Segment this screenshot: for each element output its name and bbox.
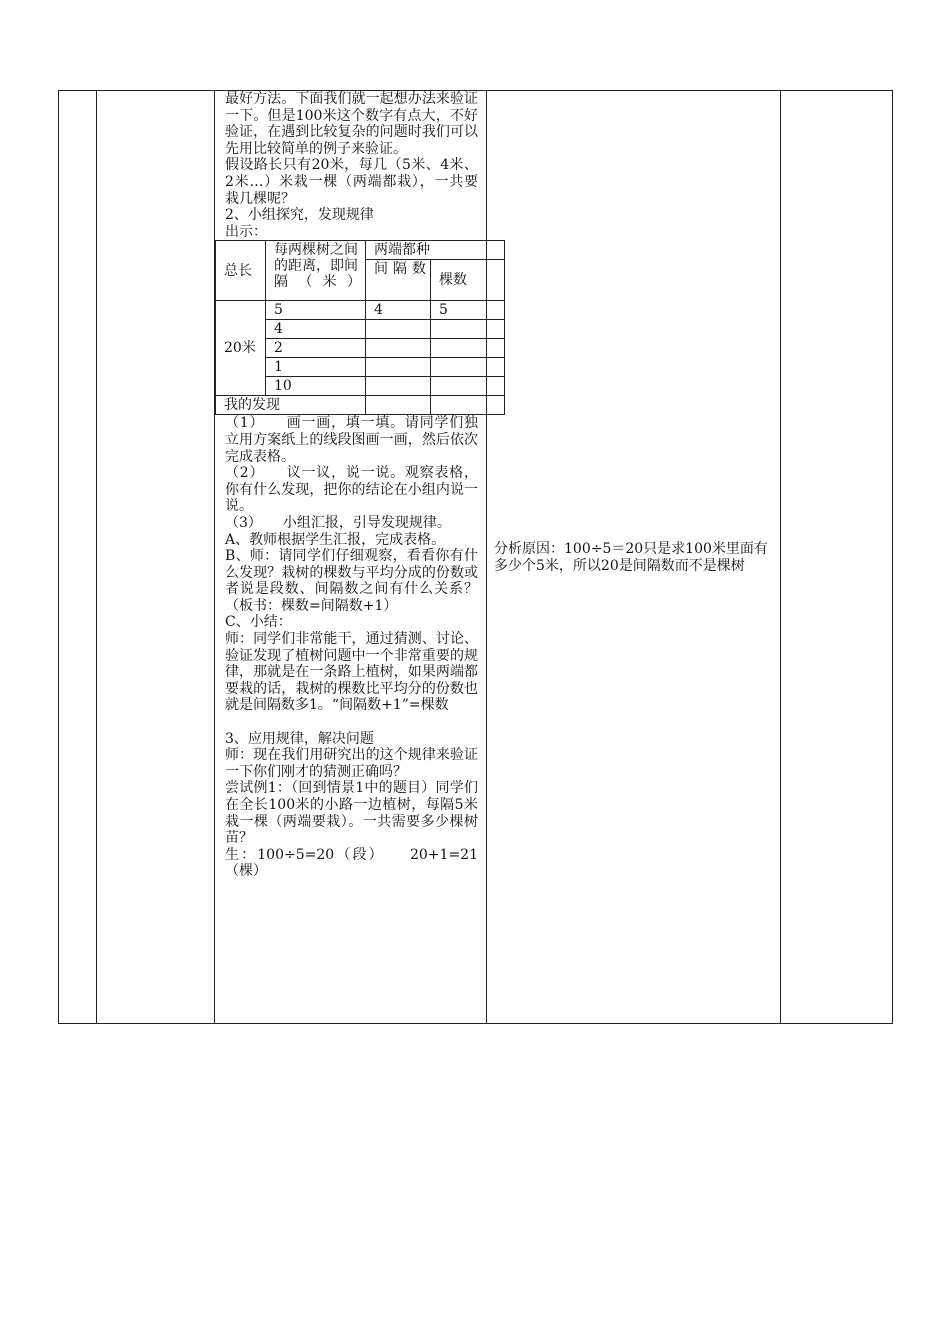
paragraph: 2、小组探究，发现规律 [225,207,374,224]
paragraph: C、小结： [225,614,292,631]
empty-cell [366,396,431,415]
lesson-plan-table [58,90,893,1024]
column-divider [780,91,781,1023]
empty-cell [487,301,505,320]
distance-cell: 2 [266,339,366,358]
intervals-cell [366,377,431,396]
trees-cell [431,377,487,396]
paragraph: 3、应用规律，解决问题 [225,730,374,747]
paragraph: B、师：请同学们仔细观察，看看你有什么发现？栽树的棵数与平均分成的份数或者说是段数、间隔数之间有什么关系？（板书：棵数=间隔数+1） [225,548,478,614]
blank-line [225,714,478,731]
teaching-process-column [215,91,486,880]
paragraph: （3） 小组汇报，引导发现规律。 [225,514,451,531]
header-total-length: 总长 [216,241,266,301]
paragraph: 假设路长只有20米，每几（5米、4米、2米…）米栽一棵（两端都栽），一共要栽几棵呢？ [225,157,478,207]
distance-cell: 5 [266,301,366,320]
empty-cell [487,396,505,415]
empty-cell [487,241,505,260]
header-intervals: 间隔数 [366,260,431,301]
header-trees: 棵数 [431,260,487,301]
header-both-ends: 两端都种 [366,241,487,260]
road-length-cell: 20米 [216,301,266,396]
distance-cell: 10 [266,377,366,396]
empty-cell [487,358,505,377]
column-divider [96,91,97,1023]
paragraph: （1） 画一画，填一填。请同学们独立用方案纸上的线段图画一画，然后依次完成表格。 [225,415,478,465]
empty-cell [487,339,505,358]
paragraph: 生：100÷5=20（段） 20+1=21（棵） [225,846,478,880]
paragraph: 师：同学们非常能干，通过猜测、讨论、验证发现了植树问题中一个非常重要的规律，那就是在一条路上植树，如果两端都要栽的话，栽树的棵数比平均分的份数也就是间隔数多1。“间隔数+1”=棵数 [225,631,478,714]
empty-cell [487,377,505,396]
analysis-text: 分析原因：100÷5＝20只是求100米里面有多少个5米，所以20是间隔数而不是棵树 [494,541,768,574]
paragraph: 师：现在我们用研究出的这个规律来验证一下你们刚才的猜测正确吗？ [225,747,478,780]
header-distance: 每两棵树之间的距离，即间隔（米） [266,241,366,301]
intervals-cell [366,320,431,339]
paragraph: 出示： [225,223,267,240]
distance-cell: 1 [266,358,366,377]
exploration-table [215,240,505,415]
trees-cell: 5 [431,301,487,320]
paragraph: 最好方法。下面我们就一起想办法来验证一下。但是100米这个数字有点大，不好验证，在遇到比较复杂的问题时我们可以先用比较简单的例子来验证。 [225,91,478,157]
paragraph: 尝试例1：（回到情景1中的题目）同学们在全长100米的小路一边植树，每隔5米栽一棵（两端要栽）。一共需要多少棵树苗？ [225,780,478,847]
trees-cell [431,339,487,358]
empty-cell [487,320,505,339]
intervals-cell [366,339,431,358]
empty-cell [487,260,505,301]
intervals-cell: 4 [366,301,431,320]
intervals-cell [366,358,431,377]
empty-cell [431,396,487,415]
paragraph: A、教师根据学生汇报，完成表格。 [225,531,446,548]
discovery-label: 我的发现 [216,396,366,415]
distance-cell: 4 [266,320,366,339]
trees-cell [431,320,487,339]
design-intent-column [486,541,780,574]
trees-cell [431,358,487,377]
paragraph: （2） 议一议，说一说。观察表格，你有什么发现，把你的结论在小组内说一说。 [225,465,478,515]
